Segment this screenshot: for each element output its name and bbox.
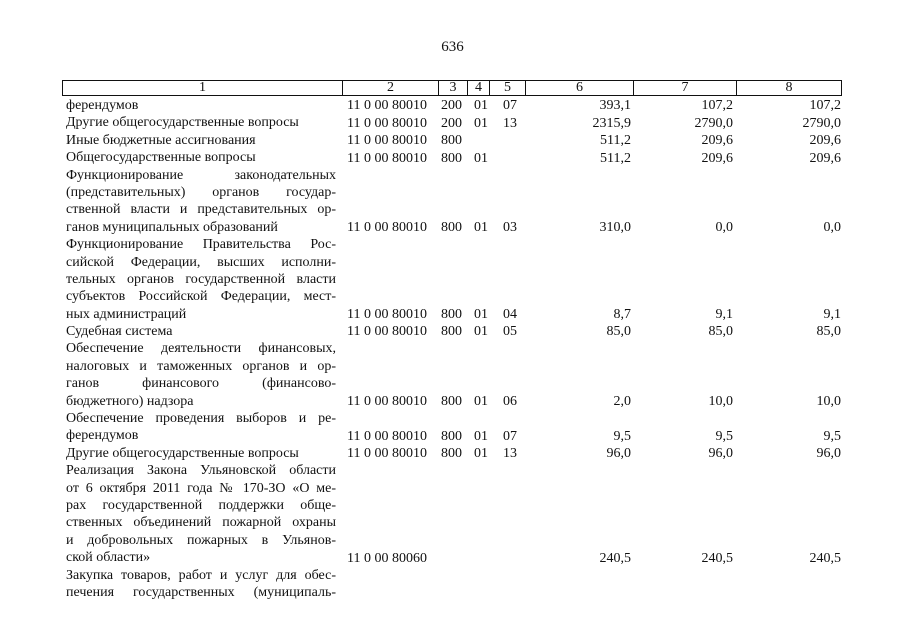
amount-col-7: 10,0 (708, 394, 733, 410)
description-line: Общегосударственные вопросы (66, 150, 256, 166)
page-number: 636 (441, 39, 464, 55)
header-col-5: 5 (490, 81, 526, 95)
amount-col-6: 511,2 (600, 150, 631, 166)
budget-code: 11 0 00 80010 (347, 133, 427, 149)
amount-col-6: 9,5 (613, 428, 631, 444)
expense-type: 800 (441, 394, 462, 410)
amount-col-8: 9,1 (823, 307, 841, 323)
table-row (0, 323, 905, 340)
amount-col-6: 240,5 (599, 550, 631, 566)
subsection: 04 (503, 307, 517, 323)
table-row (0, 167, 905, 237)
amount-col-6: 85,0 (606, 324, 631, 340)
budget-code: 11 0 00 80010 (347, 394, 427, 410)
description-line: ферендумов (66, 428, 139, 444)
amount-col-6: 2315,9 (592, 115, 631, 131)
section: 01 (474, 220, 488, 236)
description-line: и добровольных пожарных в Ульянов- (66, 532, 336, 548)
table-row (0, 340, 905, 410)
section: 01 (474, 324, 488, 340)
subsection: 07 (503, 428, 517, 444)
description-line: ных администраций (66, 306, 187, 322)
amount-col-8: 2790,0 (802, 115, 841, 131)
expense-type: 800 (441, 220, 462, 236)
description-line: печения государственных (муниципаль- (66, 584, 336, 600)
expense-type: 800 (441, 324, 462, 340)
table-row (0, 236, 905, 323)
budget-code: 11 0 00 80060 (347, 550, 427, 566)
description-line: бюджетного) надзора (66, 393, 194, 409)
section: 01 (474, 98, 488, 114)
amount-col-7: 107,2 (701, 98, 733, 114)
description-line: ферендумов (66, 98, 139, 113)
description-line: Закупка товаров, работ и услуг для обес- (66, 567, 336, 583)
table-row (0, 132, 905, 149)
section: 01 (474, 115, 488, 131)
expense-type: 800 (441, 428, 462, 444)
expense-type: 200 (441, 98, 462, 114)
budget-code: 11 0 00 80010 (347, 307, 427, 323)
description-line: сийской Федерации, высших исполни- (66, 254, 336, 270)
budget-code: 11 0 00 80010 (347, 150, 427, 166)
description-line: ственных объединений пожарной охраны (66, 515, 336, 531)
amount-col-6: 96,0 (606, 446, 631, 462)
table-row (0, 445, 905, 462)
amount-col-6: 8,7 (613, 307, 631, 323)
header-col-2: 2 (343, 81, 439, 95)
description-line: Обеспечение деятельности финансовых, (66, 341, 336, 357)
description-line: субъектов Российской Федерации, мест- (66, 289, 336, 305)
budget-code: 11 0 00 80010 (347, 220, 427, 236)
amount-col-8: 209,6 (809, 133, 841, 149)
description-line: тельных органов государственной власти (66, 271, 336, 287)
row-description (66, 445, 336, 462)
amount-col-8: 96,0 (816, 446, 841, 462)
amount-col-7: 9,1 (715, 307, 733, 323)
row-description (66, 567, 336, 602)
section: 01 (474, 428, 488, 444)
row-description (66, 149, 336, 166)
amount-col-8: 10,0 (816, 394, 841, 410)
table-row (0, 149, 905, 166)
section: 01 (474, 307, 488, 323)
header-col-8: 8 (785, 80, 793, 95)
amount-col-6: 511,2 (600, 133, 631, 149)
subsection: 13 (503, 446, 517, 462)
header-col-3: 3 (439, 81, 468, 95)
subsection: 03 (503, 220, 517, 236)
amount-col-6: 310,0 (599, 220, 631, 236)
description-line: Судебная система (66, 324, 173, 340)
description-line: (представительных) органов государ- (66, 184, 336, 200)
amount-col-6: 393,1 (599, 98, 631, 114)
amount-col-8: 240,5 (809, 550, 841, 566)
table-row (0, 462, 905, 566)
table-row (0, 97, 905, 114)
amount-col-8: 107,2 (809, 98, 841, 114)
row-description (66, 97, 336, 114)
row-description (66, 340, 336, 410)
table-row (0, 567, 905, 602)
budget-code: 11 0 00 80010 (347, 446, 427, 462)
table-row (0, 114, 905, 131)
amount-col-7: 85,0 (708, 324, 733, 340)
expense-type: 800 (441, 307, 462, 323)
section: 01 (474, 394, 488, 410)
budget-code: 11 0 00 80010 (347, 428, 427, 444)
section: 01 (474, 150, 488, 166)
row-description (66, 323, 336, 340)
description-line: ской области» (66, 550, 151, 566)
expense-type: 800 (441, 133, 462, 149)
subsection: 07 (503, 98, 517, 114)
budget-code: 11 0 00 80010 (347, 98, 427, 114)
row-description (66, 236, 336, 323)
subsection: 13 (503, 115, 517, 131)
expense-type: 200 (441, 115, 462, 131)
description-line: Другие общегосударственные вопросы (66, 445, 299, 461)
description-line: рах государственной поддержки обще- (66, 497, 336, 513)
amount-col-6: 2,0 (613, 394, 631, 410)
description-line: ганов муниципальных образований (66, 219, 278, 235)
amount-col-7: 9,5 (715, 428, 733, 444)
amount-col-7: 209,6 (701, 133, 733, 149)
amount-col-7: 209,6 (701, 150, 733, 166)
row-description (66, 462, 336, 566)
table-header-row (62, 80, 842, 96)
description-line: от 6 октября 2011 года № 170-ЗО «О ме- (66, 480, 336, 496)
header-col-1: 1 (63, 81, 343, 95)
table-body (0, 97, 905, 601)
description-line: Функционирование законодательных (66, 167, 336, 183)
description-line: Иные бюджетные ассигнования (66, 132, 256, 148)
row-description (66, 114, 336, 131)
header-col-6: 6 (526, 81, 634, 95)
subsection: 06 (503, 394, 517, 410)
row-description (66, 410, 336, 445)
description-line: Другие общегосударственные вопросы (66, 115, 299, 131)
subsection: 05 (503, 324, 517, 340)
table-row (0, 410, 905, 445)
description-line: ганов финансового (финансово- (66, 376, 336, 392)
description-line: Реализация Закона Ульяновской области (66, 463, 336, 479)
description-line: ственной власти и представительных ор- (66, 202, 336, 218)
row-description (66, 167, 336, 237)
expense-type: 800 (441, 150, 462, 166)
budget-code: 11 0 00 80010 (347, 324, 427, 340)
expense-type: 800 (441, 446, 462, 462)
amount-col-8: 85,0 (816, 324, 841, 340)
description-line: Обеспечение проведения выборов и ре- (66, 411, 336, 427)
amount-col-8: 209,6 (809, 150, 841, 166)
description-line: налоговых и таможенных органов и ор- (66, 358, 336, 374)
amount-col-8: 0,0 (823, 220, 841, 236)
header-col-4: 4 (468, 81, 490, 95)
budget-code: 11 0 00 80010 (347, 115, 427, 131)
description-line: Функционирование Правительства Рос- (66, 237, 336, 253)
amount-col-7: 96,0 (708, 446, 733, 462)
header-col-7: 7 (634, 81, 737, 95)
amount-col-7: 240,5 (701, 550, 733, 566)
amount-col-8: 9,5 (823, 428, 841, 444)
amount-col-7: 0,0 (715, 220, 733, 236)
section: 01 (474, 446, 488, 462)
row-description (66, 132, 336, 149)
amount-col-7: 2790,0 (694, 115, 733, 131)
